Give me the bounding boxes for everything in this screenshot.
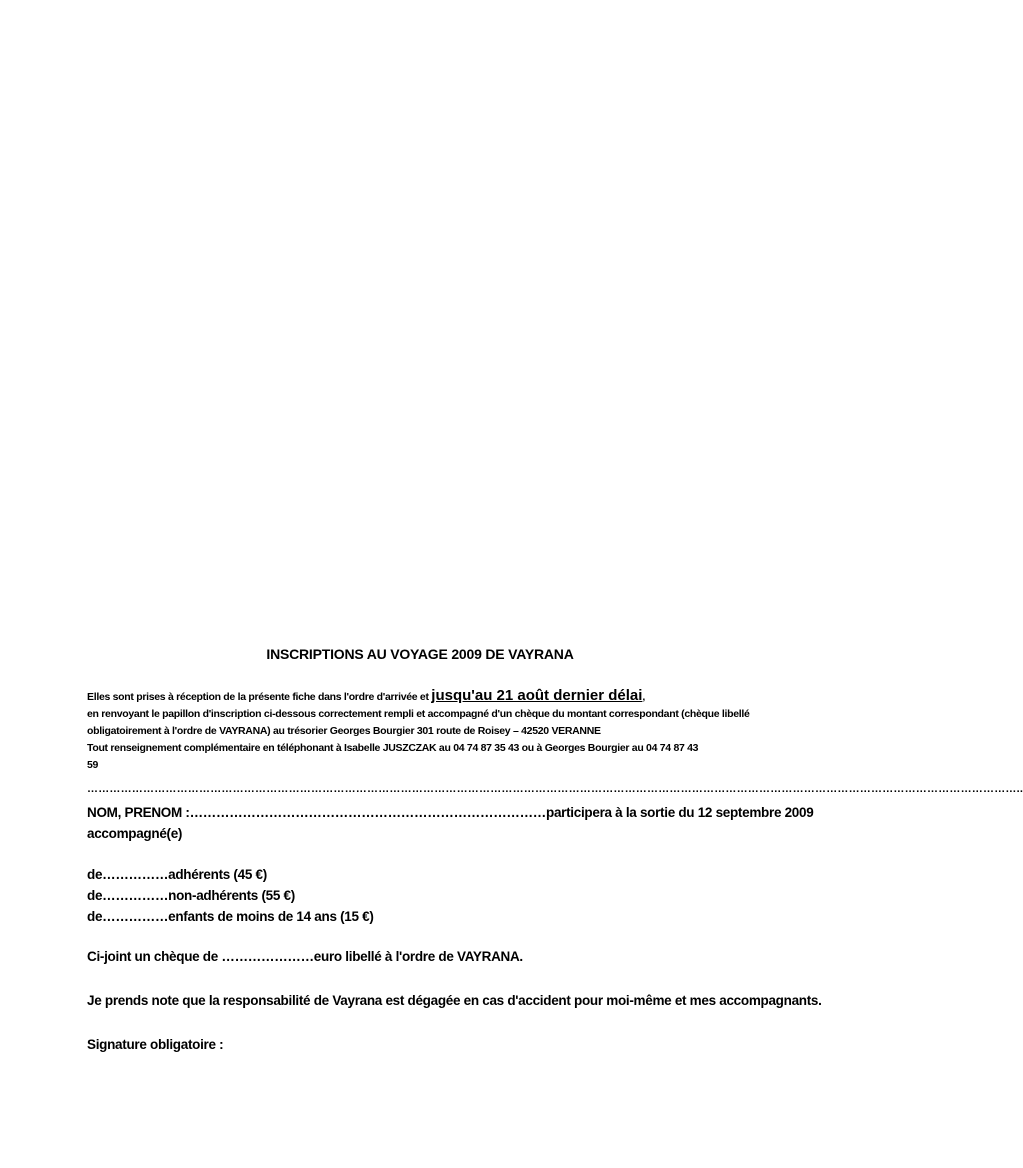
signature-label: Signature obligatoire : [87, 1037, 224, 1052]
cut-line: …………………………………………………………………………………………………………………………………………………………………………………………………………………………….. [87, 783, 1023, 795]
intro-paragraph [87, 687, 757, 774]
intro-line-4: Tout renseignement complémentaire en téléphonant à Isabelle JUSZCZAK au 04 74 87 35 43 ou à Georges Bourgier au 04 74 87 43 [87, 742, 699, 754]
accompanied-label: accompagné(e) [87, 826, 183, 841]
intro-line-1-end: , [642, 691, 646, 703]
non-members-row: de……………non-adhérents (55 €) [87, 888, 295, 903]
intro-line-3: obligatoirement à l'ordre de VAYRANA) au trésorier Georges Bourgier 301 route de Roisey – 42520 VERANNE [87, 725, 601, 737]
deadline-text: jusqu'au 21 août dernier délai [431, 687, 643, 704]
intro-line-5: 59 [87, 759, 99, 771]
document-title: INSCRIPTIONS AU VOYAGE 2009 DE VAYRANA [266, 646, 574, 662]
liability-statement: Je prends note que la responsabilité de Vayrana est dégagée en cas d'accident pour moi-même et mes accompagnants. [87, 993, 822, 1008]
name-row: NOM, PRENOM :………………………………………………………………………participera à la sortie du 12 septembre 2009 [87, 805, 814, 820]
intro-line-1-text: Elles sont prises à réception de la présente fiche dans l'ordre d'arrivée et [87, 691, 432, 703]
children-row: de……………enfants de moins de 14 ans (15 €) [87, 909, 374, 924]
intro-line-2: en renvoyant le papillon d'inscription ci-dessous correctement rempli et accompagné d'un chèque du montant correspondant (chèque libellé [87, 708, 750, 720]
cheque-row: Ci-joint un chèque de …………………euro libellé à l'ordre de VAYRANA. [87, 949, 523, 964]
registration-form [87, 802, 822, 1055]
intro-line-1 [87, 687, 757, 706]
members-row: de……………adhérents (45 €) [87, 867, 267, 882]
